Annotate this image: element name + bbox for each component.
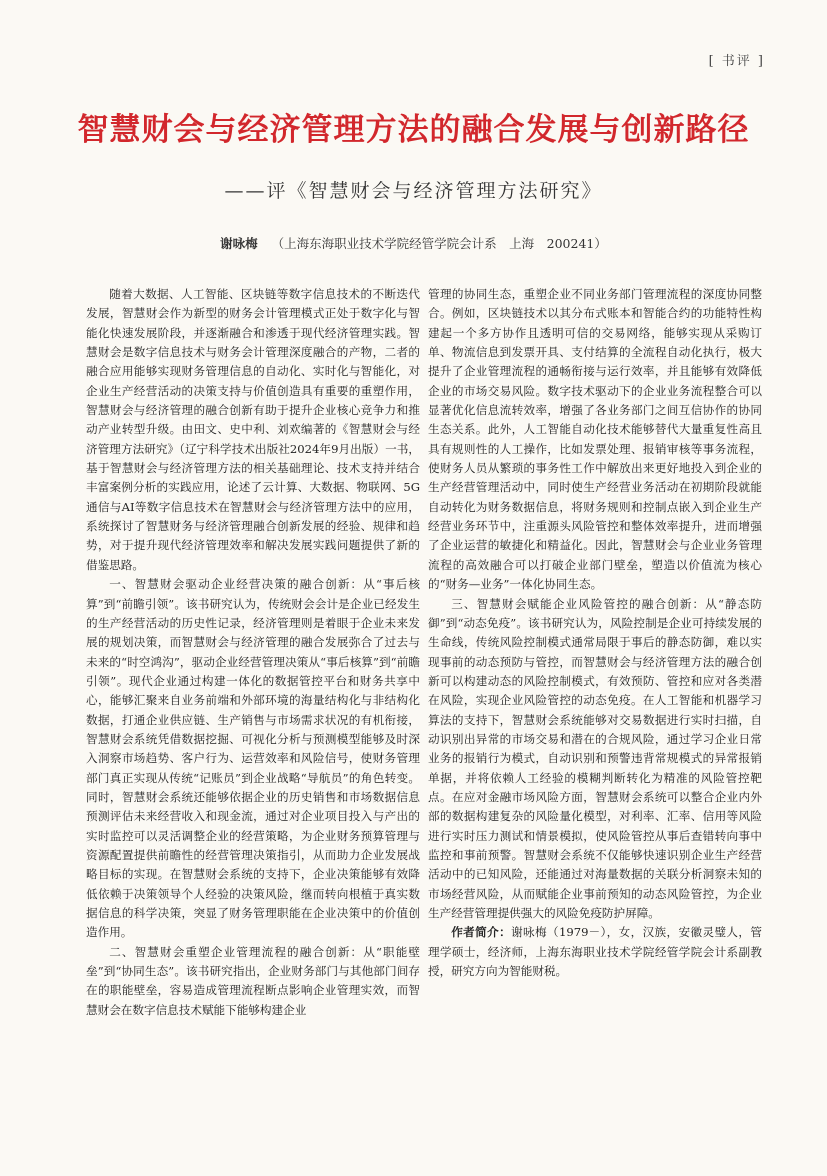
author-bio-text: 谢咏梅（1979－），女，汉族，安徽灵璧人，管理学硕士，经济师，上海东海职业技术学院经管学院会计系副教授，研究方向为智能财税。 [428, 925, 762, 979]
author-bio-label: 作者简介： [451, 925, 512, 940]
paragraph-section-1: 一、智慧财会驱动企业经营决策的融合创新：从“事后核算”到“前瞻引领”。该书研究认为，传统财会会计是企业已经发生的生产经营活动的历史性记录，经济管理则是着眼于企业未来发展的规划决策，而智慧财会与经济管理的融合发展弥合了过去与未来的“时空鸿沟”，驱动企业经营管理决策从“事后核算”到“前瞻引领”。现代企业通过构建一体化的数据管控平台和财务共享中心，能够汇聚来自业务前端和外部环境的海量结构化与非结构化数据，打通企业供应链、生产销售与市场需求状况的有机衔接，智慧财会系统凭借数据挖掘、可视化分析与预测模型能够及时深入洞察市场趋势、客户行为、运营效率和风险信号，使财务管理部门真正实现从传统“记账员”到企业战略“导航员”的角色转变。同时，智慧财会系统还能够依据企业的历史销售和市场数据信息预测评估未来经营收入和现金流，通过对企业项目投入与产出的实时监控可以灵活调整企业的经营策略，为企业财务预算管理与资源配置提供前瞻性的经营管理决策指引，从而助力企业发展战略目标的实现。在智慧财会系统的支持下，企业决策能够有效降低依赖于决策领导个人经验的决策风险，继而转向根植于真实数据信息的科学决策，突显了财务管理职能在企业决策中的价值创造作用。 [86, 577, 420, 940]
paragraph-section-2: 二、智慧财会重塑企业管理流程的融合创新：从“职能壁垒”到“协同生态”。该书研究指出，企业财务部门与其他部门间存在的职能壁垒，容易造成管理流程断点影响企业管理实效，而智慧财会在数字信息技术赋能下能够构建企业 [86, 944, 420, 1017]
right-column [428, 285, 762, 981]
author-name: 谢咏梅 [220, 236, 258, 251]
section-tag: [ 书评 ] [708, 54, 765, 69]
paragraph-section-3: 三、智慧财会赋能企业风险管控的融合创新：从“静态防御”到“动态免疫”。该书研究认为，风险控制是企业可持续发展的生命线，传统风险控制模式通常局限于事后的静态防御，难以实现事前的动态预防与管控，而智慧财会与经济管理方法的融合创新可以构建动态的风险控制模式，有效预防、管控和应对各类潜在风险，实现企业风险管控的动态免疫。在人工智能和机器学习算法的支持下，智慧财会系统能够对交易数据进行实时扫描，自动识别出异常的市场交易和潜在的合规风险，通过学习企业日常业务的报销行为模式，自动识别和预警违背常规模式的异常报销单据，并将依赖人工经验的模糊判断转化为精准的风险管控靶点。在应对金融市场风险方面，智慧财会系统可以整合企业内外部的数据构建复杂的风险量化模型，对利率、汇率、信用等风险进行实时压力测试和情景模拟，使风险管控从事后查错转向事中监控和事前预警。智慧财会系统不仅能够快速识别企业生产经营活动中的已知风险，还能通过对海量数据的关联分析洞察未知的市场经营风险，从而赋能企业事前预知的动态风险管控，为企业生产经营管理提供强大的风险免疫防护屏障。 [428, 596, 762, 920]
author-line [0, 234, 827, 252]
author-affiliation: （上海东海职业技术学院经管学院会计系 上海 200241） [271, 236, 607, 251]
paragraph-intro: 随着大数据、人工智能、区块链等数字信息技术的不断迭代发展，智慧财会作为新型的财务会计管理模式正处于数字化与智能化快速发展阶段，并逐渐融合和渗透于现代经济管理实践。智慧财会是数字信息技术与财务会计管理深度融合的产物，二者的融合应用能够实现财务管理信息的自动化、实时化与智能化，对企业生产经营活动的决策支持与价值创造具有重要的重塑作用，智慧财会与经济管理的融合创新有助于提升企业核心竞争力和推动产业转型升级。由田文、史中利、刘欢编著的《智慧财会与经济管理方法研究》（辽宁科学技术出版社2024年9月出版）一书，基于智慧财会与经济管理方法的相关基础理论、技术支持并结合丰富案例分析的实践应用，论述了云计算、大数据、物联网、5G通信与AI等数字信息技术在智慧财会与经济管理方法中的应用，系统探讨了智慧财务与经济管理融合创新发展的经验、规律和趋势，对于提升现代经济管理效率和解决发展实践问题提供了新的借鉴思路。 [86, 287, 420, 572]
article-title: 智慧财会与经济管理方法的融合发展与创新路径 [77, 112, 750, 148]
author-bio [428, 923, 762, 981]
article-subtitle: ——评《智慧财会与经济管理方法研究》 [224, 180, 603, 202]
paragraph-section-2-cont: 管理的协同生态，重塑企业不同业务部门管理流程的深度协同整合。例如，区块链技术以其分布式账本和智能合约的功能特性构建起一个多方协作且透明可信的交易网络，能够实现从采购订单、物流信息到发票开具、支付结算的全流程自动化执行，极大提升了企业管理流程的通畅衔接与运行效率，并且能够有效降低企业的市场交易风险。数字技术驱动下的企业业务流程整合可以显著优化信息流转效率，增强了各业务部门之间互信协作的协同生态关系。此外，人工智能自动化技术能够替代大量重复性高且具有规则性的人工操作，比如发票处理、报销审核等事务流程，使财务人员从繁琐的事务性工作中解放出来更好地投入到企业的生产经营管理活动中，同时使生产经营业务活动在初期阶段就能自动转化为财务数据信息，将财务规则和控制点嵌入到企业生产经营业务环节中，注重源头风险管控和整体效率提升，进而增强了企业运营的敏捷化和精益化。因此，智慧财会与企业业务管理流程的高效融合可以打破企业部门壁垒，塑造以价值流为核心的“财务—业务”一体化协同生态。 [428, 287, 762, 592]
left-column [86, 285, 420, 1020]
